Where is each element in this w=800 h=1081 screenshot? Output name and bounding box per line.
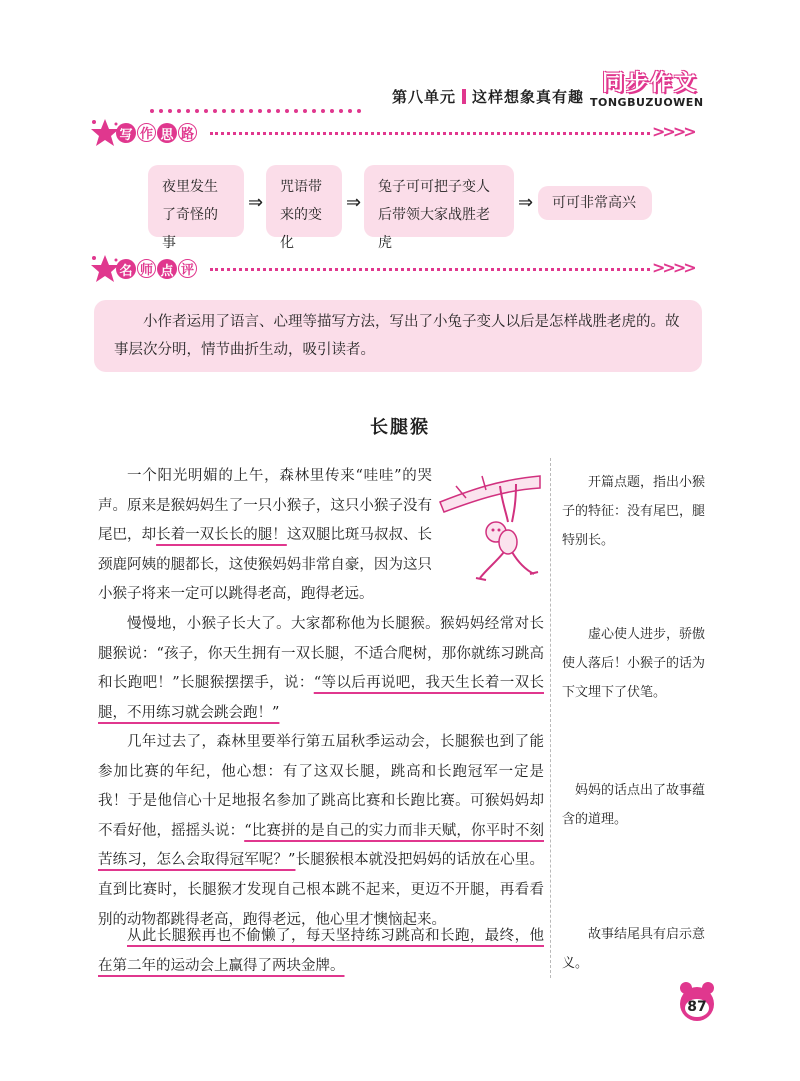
- label-char: 路: [178, 123, 197, 142]
- flow-step-2: 咒语带来的变化: [266, 165, 342, 237]
- section-dotted-line: [210, 268, 650, 281]
- monkey-hanging-illustration: [436, 462, 544, 582]
- unit-heading: [392, 86, 584, 107]
- page-number-badge: [676, 980, 718, 1022]
- label-char: 作: [137, 123, 156, 142]
- teacher-comment-text: 小作者运用了语言、心理等描写方法，写出了小兔子变人以后是怎样战胜老虎的。故事层次分明，情节曲折生动，吸引读者。: [94, 300, 702, 372]
- side-note-1: 开篇点题，指出小猴子的特征：没有尾巴，腿特别长。: [562, 475, 706, 548]
- story-title: 长腿猴: [370, 417, 430, 438]
- flow-step-1: 夜里发生了奇怪的事: [148, 165, 244, 237]
- label-char: 写: [116, 123, 136, 143]
- side-note-2: 虚心使人进步，骄傲使人落后！小猴子的话为下文埋下了伏笔。: [562, 627, 706, 700]
- label-char: 思: [157, 123, 177, 143]
- flow-arrow-icon: ⇒: [518, 192, 534, 213]
- unit-divider: [462, 89, 466, 104]
- page-number: 87: [687, 999, 707, 1015]
- underlined-sentence: 长着一双长长的腿！: [156, 527, 287, 544]
- story-paragraph-4: [98, 922, 544, 981]
- story-text: 几年过去了，森林里要举行第五届秋季运动会，长腿猴也到了能参加比赛的年纪，他心想：有了这双长腿，跳高和长跑冠军一定是我！于是他信心十足地报名参加了跳高比赛和长跑比赛。可猴妈妈却不看好他，摇摇头说：: [98, 734, 544, 839]
- writing-ideas-label: [90, 118, 198, 148]
- label-char: 师: [137, 259, 156, 278]
- unit-number: 第八单元: [392, 88, 457, 106]
- story-text: 这双腿比斑马叔叔、长颈鹿阿姨的腿都长，这使猴妈妈非常自豪，因为这只小猴子将来一定可以跳得老高，跑得老远。: [98, 527, 433, 603]
- chevrons-right-icon: >>>>: [652, 258, 694, 277]
- story-paragraph-2: [98, 610, 544, 728]
- chevrons-right-icon: >>>>: [652, 122, 694, 141]
- notes-divider: [550, 458, 551, 978]
- story-paragraph-1: [98, 462, 432, 610]
- label-char: 名: [116, 259, 136, 279]
- story-text: 慢慢地，小猴子长大了。大家都称他为长腿猴。猴妈妈经常对长腿猴说：“孩子，你天生拥有一双长腿，不适合爬树，那你就练习跳高和长跑吧！”长腿猴摆摆手，说：: [98, 616, 544, 692]
- brand-logo-en: TONGBUZUOWEN: [590, 96, 704, 109]
- unit-title: 这样想象真有趣: [472, 88, 585, 106]
- side-note-4: 故事结尾具有启示意义。: [562, 927, 706, 971]
- story-text: 长腿猴根本就没把妈妈的话放在心里。直到比赛时，长腿猴才发现自己根本跳不起来，更迈不开腿，再看看别的动物都跳得老高，跑得老远，他心里才懊恼起来。: [98, 852, 544, 928]
- teacher-comment-label: [90, 254, 198, 284]
- flow-arrow-icon: ⇒: [248, 192, 264, 213]
- side-note-3: 妈妈的话点出了故事蕴含的道理。: [562, 783, 706, 827]
- flow-step-4: 可可非常高兴: [538, 186, 652, 220]
- story-paragraph-3: [98, 728, 544, 935]
- flow-step-3: 兔子可可把子变人后带领大家战胜老虎: [364, 165, 514, 237]
- label-char: 评: [178, 259, 197, 278]
- flow-arrow-icon: ⇒: [346, 192, 362, 213]
- label-char: 点: [157, 259, 177, 279]
- underlined-sentence: “比赛拼的是自己的实力而非天赋，你平时不刻苦练习，怎么会取得冠军呢？”: [98, 822, 544, 869]
- brand-logo-cn: 同步作文: [601, 71, 698, 96]
- underlined-sentence: “等以后再说吧，我天生长着一双长腿，不用练习就会跳会跑！”: [98, 675, 544, 721]
- underlined-sentence: 从此长腿猴再也不偷懒了，每天坚持练习跳高和长跑，最终，他在第二年的运动会上赢得了两块金牌。: [98, 928, 544, 974]
- section-dotted-line: [210, 132, 650, 145]
- story-text: 一个阳光明媚的上午，森林里传来“哇哇”的哭声。原来是猴妈妈生了一只小猴子，这只小猴子没有尾巴，却: [98, 468, 432, 544]
